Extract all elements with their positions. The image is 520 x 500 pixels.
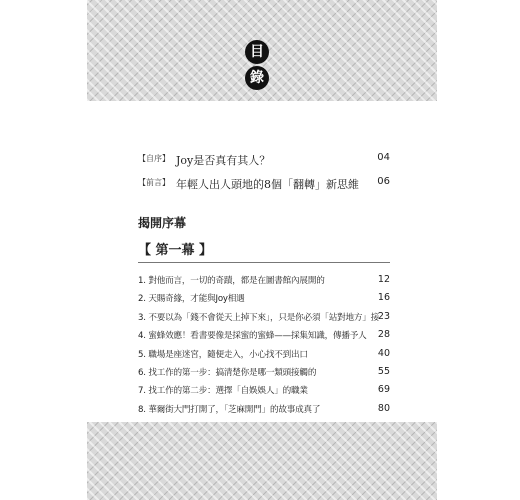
preface-tag: 【自序】: [138, 154, 170, 163]
toc-item-title: 7. 找工作的第二步：選擇「自娛娛人」的職業: [138, 386, 308, 397]
toc-item-page: 12: [377, 274, 390, 285]
foreword-title: 年輕人出人頭地的8個「翻轉」新思維: [176, 178, 359, 191]
toc-item[interactable]: [138, 327, 390, 345]
bottom-pattern-band: [87, 422, 437, 500]
toc-list: [138, 272, 390, 419]
act-heading: 【 第一幕 】: [138, 243, 213, 258]
toc-item-title: 8. 華爾街大門打開了，「芝麻開門」的故事成真了: [138, 404, 321, 415]
title-char-1: 目: [245, 40, 269, 64]
toc-item[interactable]: [138, 364, 390, 382]
toc-item[interactable]: [138, 401, 390, 419]
toc-item-title: 4. 蜜蜂效應！看書要像是採蜜的蜜蜂——採集知識，傳播予人: [138, 331, 367, 342]
toc-item-title: 2. 天賜奇緣，才能與Joy相遇: [138, 294, 245, 305]
divider: [138, 262, 390, 263]
toc-item[interactable]: [138, 290, 390, 308]
toc-item-page: 69: [377, 384, 390, 396]
section-heading: 揭開序幕: [138, 216, 187, 230]
foreword-tag: 【前言】: [138, 178, 170, 187]
toc-item-title: 3. 不要以為「錢不會從天上掉下來」，只是你必須「站對地方」接: [138, 312, 380, 323]
toc-item[interactable]: [138, 382, 390, 400]
toc-item-page: 28: [377, 329, 390, 341]
toc-item[interactable]: [138, 272, 390, 290]
preface-page: 04: [377, 152, 390, 163]
toc-item-page: 16: [377, 292, 390, 304]
toc-item-title: 1. 對他而言，一切的奇蹟，都是在圖書館內展開的: [138, 276, 325, 286]
toc-item-page: 40: [377, 347, 390, 359]
toc-item-page: 55: [377, 365, 390, 377]
toc-item-title: 6. 找工作的第一步：搞清楚你是哪一類頭接觸的: [138, 367, 317, 378]
toc-item-page: 23: [377, 310, 390, 322]
toc-item[interactable]: [138, 346, 390, 364]
toc-item-title: 5. 職場是座迷宮，隨便走入，小心找不到出口: [138, 349, 308, 360]
title-char-2: 錄: [245, 66, 269, 90]
preface-title: Joy是否真有其人？: [176, 154, 271, 167]
toc-item-page: 80: [377, 402, 390, 414]
foreword-page: 06: [377, 176, 390, 187]
toc-item[interactable]: [138, 309, 390, 327]
